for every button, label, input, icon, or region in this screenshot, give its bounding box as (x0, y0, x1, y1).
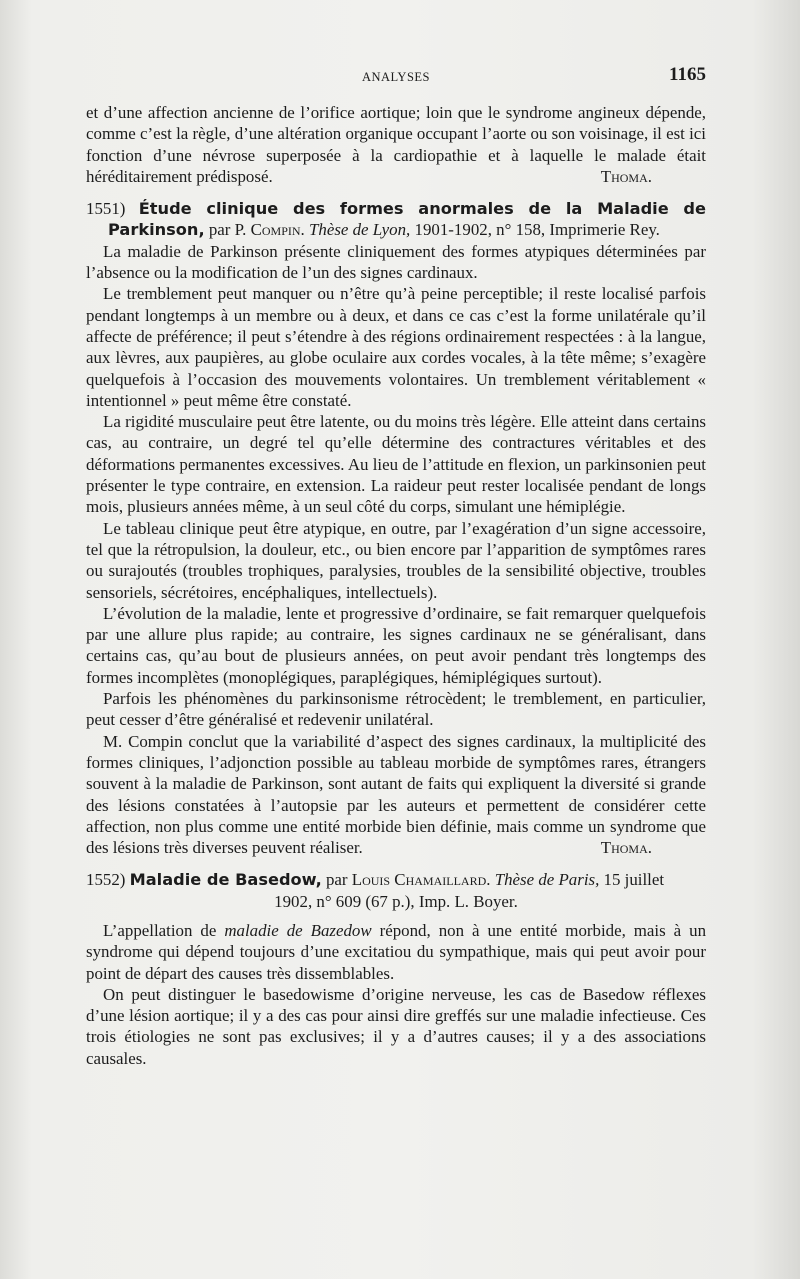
signature: Thoma. (600, 838, 652, 858)
paragraph-conclusion (86, 731, 706, 859)
paragraph-continued (86, 102, 706, 187)
entry-by: par P. (204, 220, 251, 240)
paragraph: Le tableau clinique peut être atypique, en outre, par l’exagération d’un signe accessoire, tel que la rétropulsion, la douleur, etc., ou bien encore par l’apparition de symptômes rares ou surajoutés (troubles trophiques, paralysies, troubles de la sensibilité objective, troubles sensoriels, sécrétoires, encéphaliques, intellectuels). (86, 518, 706, 602)
entry-date: 15 juillet (599, 870, 665, 890)
entry-number: 1551) (86, 199, 126, 219)
paragraph-text: répond, non à une entité morbide, mais à un syndrome qui dépend toujours d’une excitatiou du sympathique, mais qui peut avoir pour point de départ des causes très dissemblables. (86, 920, 707, 983)
paragraph: Parfois les phénomènes du parkinsonisme rétrocèdent; le tremblement, en particulier, peut cesser d’être généralisé et redevenir unilatéral. (86, 689, 706, 730)
page-number: 1165 (669, 64, 706, 85)
entry-author: Compin. (250, 220, 305, 240)
running-title: ANALYSES (361, 70, 431, 84)
signature: Thoma. (600, 166, 652, 186)
paragraph-italic: maladie de Bazedow (224, 920, 372, 940)
entry-thesis: Thèse de Paris, (490, 870, 600, 890)
paragraph (86, 920, 706, 984)
body-text (86, 102, 706, 1069)
paragraph-text: L’appellation de (103, 920, 225, 940)
entry-heading-1552 (86, 869, 706, 890)
paragraph-text: M. Compin conclut que la variabilité d’aspect des signes cardinaux, la multiplicité des formes cliniques, l’adjonction possible au tableau morbide de symptômes rares, étrangers souvent à la maladie de Parkinson, sont autant de faits qui expliquent la diversité si grande des lésions constatées à l’autopsie par les auteurs et permettent de considérer cette affection, non plus comme une entité morbide bien définie, mais comme un syndrome que des lésions très diverses peuvent réaliser. (86, 731, 706, 858)
entry-title: Étude clinique des formes anormales de la Maladie de Parkinson, (108, 199, 706, 240)
paragraph: La maladie de Parkinson présente cliniquement des formes atypiques déterminées par l’absence ou la modification de l’un des signes cardinaux. (86, 241, 706, 283)
entry-thesis: Thèse de Lyon, (304, 220, 411, 240)
entry-by: par (321, 870, 352, 890)
entry-publication: 1902, n° 609 (67 p.), Imp. L. Boyer. (274, 891, 518, 911)
entry-number: 1552) (86, 870, 126, 890)
paragraph: La rigidité musculaire peut être latente, ou du moins très légère. Elle atteint dans certains cas, au contraire, un degré tel qu’elle détermine des contractures véritables et des déformations permanentes excessives. Au lieu de l’attitude en flexion, un parkinsonien peut présenter le type contraire, en extension. La raideur peut rester localisée pendant de longs mois, plusieurs années même, à un seul côté du corps, simulant une hémiplégie. (86, 412, 706, 517)
paragraph: Le tremblement peut manquer ou n’être qu’à peine perceptible; il reste localisé parfois pendant longtemps à un membre ou à deux, et dans ce cas c’est la forme unilatérale qu’il affecte de préférence; il peut s’étendre à des régions ordinairement respectées : à la langue, aux lèvres, aux paupières, au globe oculaire aux cordes vocales, à la tête même; s’exagère quelquefois à l’occasion des mouvements volontaires. Un tremblement véritablement « intentionnel » peut même être constaté. (86, 284, 706, 410)
entry-author: Louis Chamaillard. (351, 870, 491, 890)
entry-title: Maladie de Basedow, (129, 870, 322, 890)
paragraph-text: et d’une affection ancienne de l’orifice aortique; loin que le syndrome angineux dépende, comme c’est la règle, d’une altération organique occupant l’aorte ou son voisinage, il est ici fonction d’une névrose superposée à la cardiopathie et à laquelle le malade était héréditairement prédisposé. (86, 103, 706, 186)
paragraph: On peut distinguer le basedowisme d’origine nerveuse, les cas de Basedow réflexes d’une lésion aortique; il y a des cas pour ainsi dire greffés sur une maladie infectieuse. Ces trois étiologies ne sont pas exclusives; il y a d’autres causes; il y a des associations causales. (86, 984, 706, 1068)
entry-publication: 1901-1902, n° 158, Imprimerie Rey. (410, 220, 660, 240)
running-head (86, 64, 706, 88)
paragraph: L’évolution de la maladie, lente et progressive d’ordinaire, se fait remarquer quelquefois par une allure plus rapide; au contraire, les signes cardinaux ne se généralisant, dans certains cas, qu’au bout de plusieurs années, on peut avoir pendant très longtemps des formes incomplètes (monoplégiques, paraplégiques, hémiplégiques surtout). (86, 603, 706, 687)
entry-heading-1551 (86, 198, 706, 241)
